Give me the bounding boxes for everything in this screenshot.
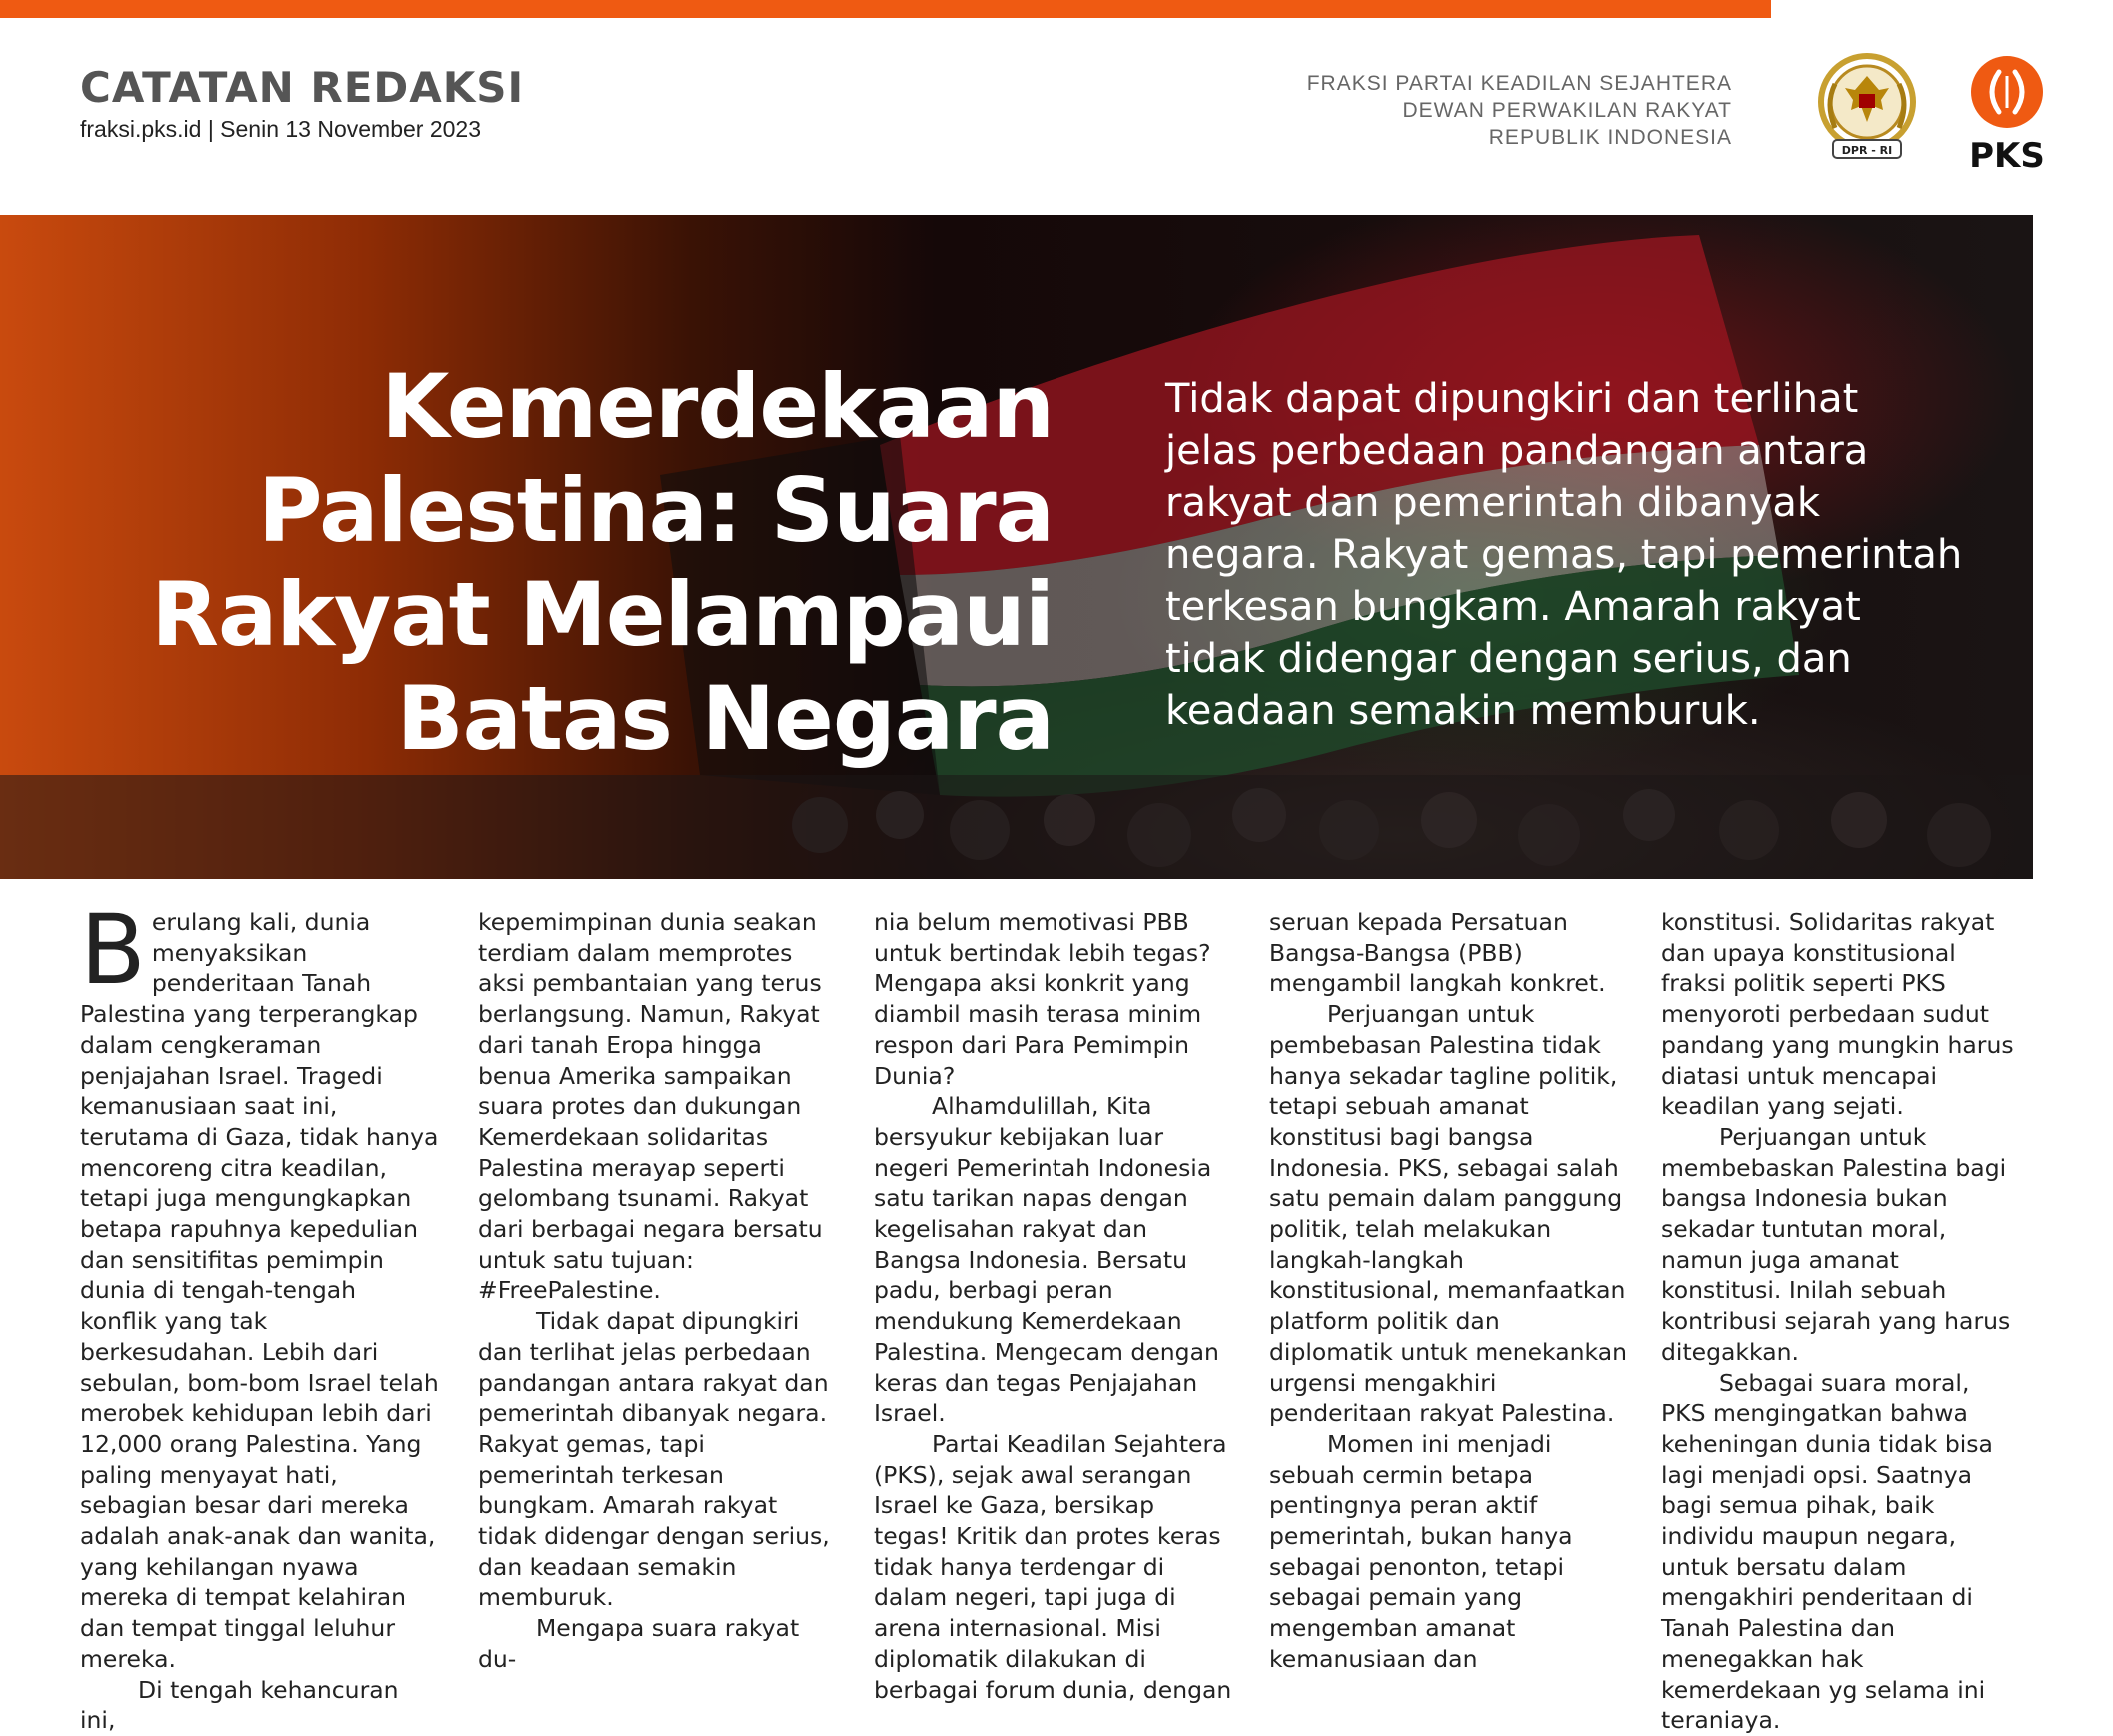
section-title: CATATAN REDAKSI [80,63,525,112]
masthead [80,64,524,143]
lead-line-2: jelas perbedaan pandangan antara [1165,428,1869,474]
organization-block [1307,70,1732,151]
lead-paragraph [1165,373,1985,737]
article-column-1 [80,894,440,1736]
paragraph: Alhamdulillah, Kita bersyukur kebijakan luar negeri Pemerintah Indonesia satu tarikan napas dengan kegelisahan rakyat dan Bangsa Indonesia. Bersatu padu, berbagi peran mendukung Kemerdekaan Palestina. Mengecam dengan keras dan tegas Penjajahan Israel. [874,1092,1219,1428]
drop-cap: B [80,894,146,1006]
paragraph: erulang kali, dunia menyaksikan penderitaan Tanah Palestina yang terperangkap dalam cengkeraman penjajahan Israel. Tragedi kemanusiaan saat ini, terutama di Gaza, tidak hanya mencoreng citra keadilan, tetapi juga mengungkapkan betapa rapuhnya kepedulian dan sensitifitas pemimpin dunia di tengah-tengah konflik yang tak berkesudahan. Lebih dari sebulan, bom-bom Israel telah merobek kehidupan lebih dari 12,000 orang Palestina. Yang paling menyayat hati, sebagian besar dari mereka adalah anak-anak dan wanita, yang kehilangan nyawa mereka di tempat kelahiran dan tempat tinggal leluhur mereka. [80,908,439,1673]
pks-logo-text: PKS [1969,136,2045,176]
headline-line-1: Kemerdekaan [381,355,1054,458]
paragraph: Momen ini menjadi sebuah cermin betapa pentingnya peran aktif pemerintah, bukan hanya sebagai penonton, tetapi sebagai pemain yang mengemban amanat kemanusiaan dan [1269,1429,1573,1673]
headline-line-2: Palestina: Suara [257,459,1054,562]
headline-line-3: Rakyat Melampaui [151,563,1054,666]
top-accent-bar [0,0,1771,18]
lead-line-4: negara. Rakyat gemas, tapi pemerintah [1165,532,1963,578]
dpr-emblem-logo [1805,44,1929,168]
paragraph: Perjuangan untuk pembebasan Palestina tidak hanya sekadar tagline politik, tetapi sebuah amanat konstitusi bagi bangsa Indonesia. PKS, sebagai salah satu pemain dalam panggung politik, telah melakukan langkah-langkah konstitusional, memanfaatkan platform politik dan diplomatik untuk menekankan urgensi mengakhiri penderitaan rakyat Palestina. [1269,1000,1628,1428]
org-line-3: REPUBLIK INDONESIA [1488,126,1732,149]
pks-logo [1959,54,2055,174]
paragraph: konstitusi. Solidaritas rakyat dan upaya konstitusional fraksi politik seperti PKS menyoroti perbedaan sudut pandang yang mungkin harus diatasi untuk mencapai keadilan yang sejati. [1661,908,2014,1121]
pks-crescent-icon [1959,54,2055,134]
headline-line-4: Batas Negara [396,667,1054,770]
article-column-5 [1661,907,2021,1736]
paragraph: nia belum memotivasi PBB untuk bertindak lebih tegas? Mengapa aksi konkrit yang diambil masih terasa minim respon dari Para Pemimpin Dunia? [874,908,1211,1090]
org-line-2: DEWAN PERWAKILAN RAKYAT [1402,99,1732,122]
dpr-emblem-icon [1805,44,1929,168]
org-line-1: FRAKSI PARTAI KEADILAN SEJAHTERA [1306,72,1732,95]
article-body [80,894,2034,1735]
paragraph: Di tengah kehancuran ini, [80,1675,399,1735]
source-date-line: fraksi.pks.id | Senin 13 November 2023 [80,116,482,142]
lead-line-3: rakyat dan pemerintah dibanyak [1165,480,1821,526]
paragraph: Tidak dapat dipungkiri dan terlihat jelas perbedaan pandangan antara rakyat dan pemerintah dibanyak negara. Rakyat gemas, tapi pemerintah terkesan bungkam. Amarah rakyat tidak didengar dengan serius, dan keadaan semakin memburuk. [478,1307,830,1612]
hero-banner [0,215,2033,879]
lead-line-1: Tidak dapat dipungkiri dan terlihat [1165,376,1859,422]
paragraph: Sebagai suara moral, PKS mengingatkan bahwa keheningan dunia tidak bisa lagi menjadi opsi. Saatnya bagi semua pihak, baik individu maupun negara, untuk bersatu dalam mengakhiri penderitaan di Tanah Palestina dan menegakkan hak kemerdekaan yg selama ini teraniaya. [1661,1368,1993,1735]
paragraph: seruan kepada Persatuan Bangsa-Bangsa (PBB) mengambil langkah konkret. [1269,908,1606,998]
paragraph: kepemimpinan dunia seakan terdiam dalam memprotes aksi pembantaian yang terus berlangsung. Namun, Rakyat dari tanah Eropa hingga benua Amerika sampaikan suara protes dan dukungan Kemerdekaan solidaritas Palestina merayap seperti gelombang tsunami. Rakyat dari berbagai negara bersatu untuk satu tujuan: #FreePalestine. [478,908,823,1305]
lead-line-6: tidak didengar dengan serius, dan [1165,636,1852,682]
article-column-3 [874,907,1233,1705]
paragraph: Mengapa suara rakyat du- [478,1614,800,1673]
paragraph: Partai Keadilan Sejahtera (PKS), sejak awal serangan Israel ke Gaza, bersikap tegas! Kritik dan protes keras tidak hanya terdengar di dalam negeri, tapi juga di arena internasional. Misi diplomatik dilakukan di berbagai forum dunia, dengan [874,1429,1232,1704]
dpr-logo-text: DPR - RI [1841,144,1893,157]
paragraph: Perjuangan untuk membebaskan Palestina bagi bangsa Indonesia bukan sekadar tuntutan moral, namun juga amanat konstitusi. Inilah sebuah kontribusi sejarah yang harus ditegakkan. [1661,1122,2011,1366]
article-column-2 [478,907,838,1675]
lead-line-5: terkesan bungkam. Amarah rakyat [1165,584,1861,630]
article-column-4 [1269,907,1629,1675]
headline [54,355,1054,771]
lead-line-7: keadaan semakin memburuk. [1165,688,1761,734]
